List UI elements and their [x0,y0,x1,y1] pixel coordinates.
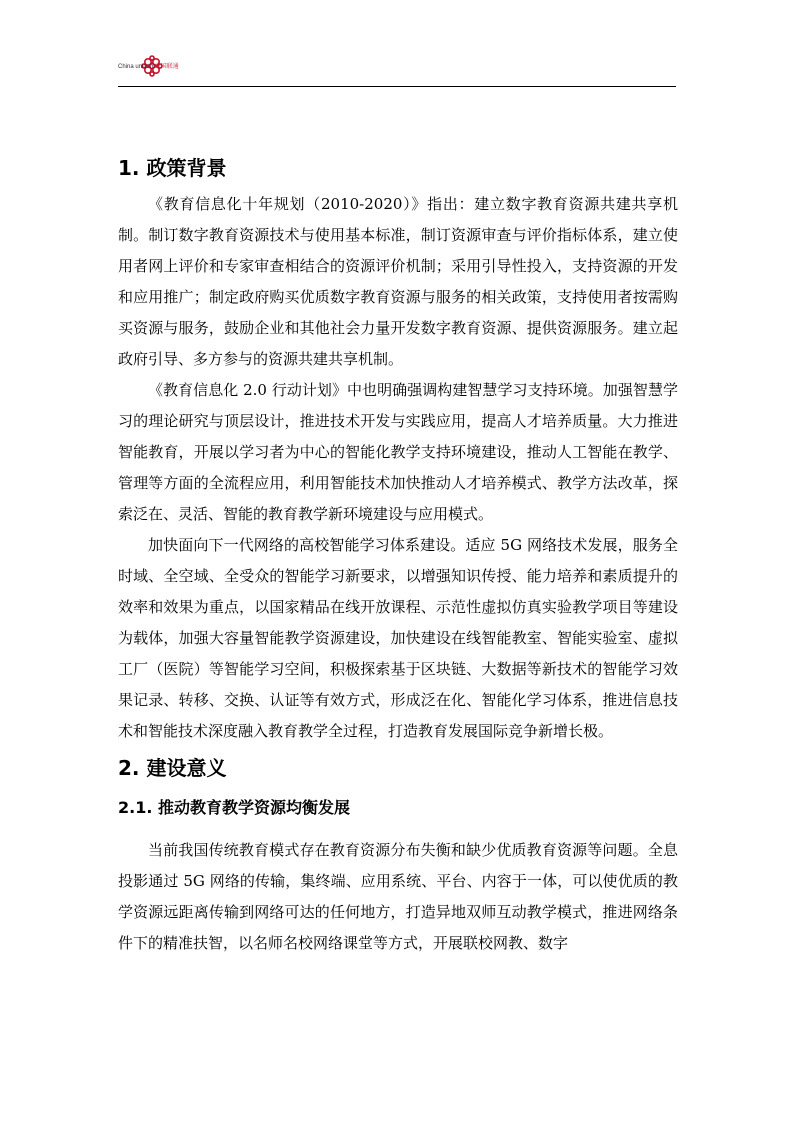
heading-construction-significance: 2. 建设意义 [118,756,227,780]
china-unicom-logo [118,54,178,84]
subheading-balanced-development: 2.1. 推动教育教学资源均衡发展 [118,798,350,817]
document-body [118,150,678,959]
paragraph: 《教育信息化 2.0 行动计划》中也明确强调构建智慧学习支持环境。加强智慧学习的理论研究与顶层设计，推进技术开发与实践应用，提高人才培养质量。大力推进智能教育，开展以学习者为中心的智能化教学支持环境建设，推动人工智能在教学、管理等方面的全流程应用，利用智能技术加快推动人才培养模式、教学方法改革，探索泛在、灵活、智能的教育教学新环境建设与应用模式。 [118,381,678,523]
page-header [118,52,676,87]
logo-text [118,64,179,71]
logo-text-en: China unicom [118,64,155,70]
paragraph: 当前我国传统教育模式存在教育资源分布失衡和缺少优质教育资源等问题。全息投影通过 5G 网络的传输，集终端、应用系统、平台、内容于一体，可以使优质的教学资源远距离传输到网络可达的任何地方，打造异地双师互动教学模式，推进网络条件下的精准扶智，以名师名校网络课堂等方式，开展联校网教、数字 [118,841,678,952]
paragraph: 《教育信息化十年规划（2010-2020）》指出：建立数字教育资源共建共享机制。制订数字教育资源技术与使用基本标准，制订资源审查与评价指标体系，建立使用者网上评价和专家审查相结合的资源评价机制；采用引导性投入，支持资源的开发和应用推广；制定政府购买优质数字教育资源与服务的相关政策，支持使用者按需购买资源与服务，鼓励企业和其他社会力量开发数字教育资源、提供资源服务。建立起政府引导、多方参与的资源共建共享机制。 [118,195,678,368]
paragraph: 加快面向下一代网络的高校智能学习体系建设。适应 5G 网络技术发展，服务全时域、全空域、全受众的智能学习新要求，以增强知识传授、能力培养和素质提升的效率和效果为重点，以国家精品在线开放课程、示范性虚拟仿真实验教学项目等建设为载体，加强大容量智能教学资源建设，加快建设在线智能教室、智能实验室、虚拟工厂（医院）等智能学习空间，积极探索基于区块链、大数据等新技术的智能学习效果记录、转移、交换、认证等有效方式，形成泛在化、智能化学习体系，推进信息技术和智能技术深度融入教育教学全过程，打造教育发展国际竞争新增长极。 [118,536,678,740]
logo-text-cn: 中国联通 [154,64,179,70]
heading-policy-background: 1. 政策背景 [118,156,227,180]
